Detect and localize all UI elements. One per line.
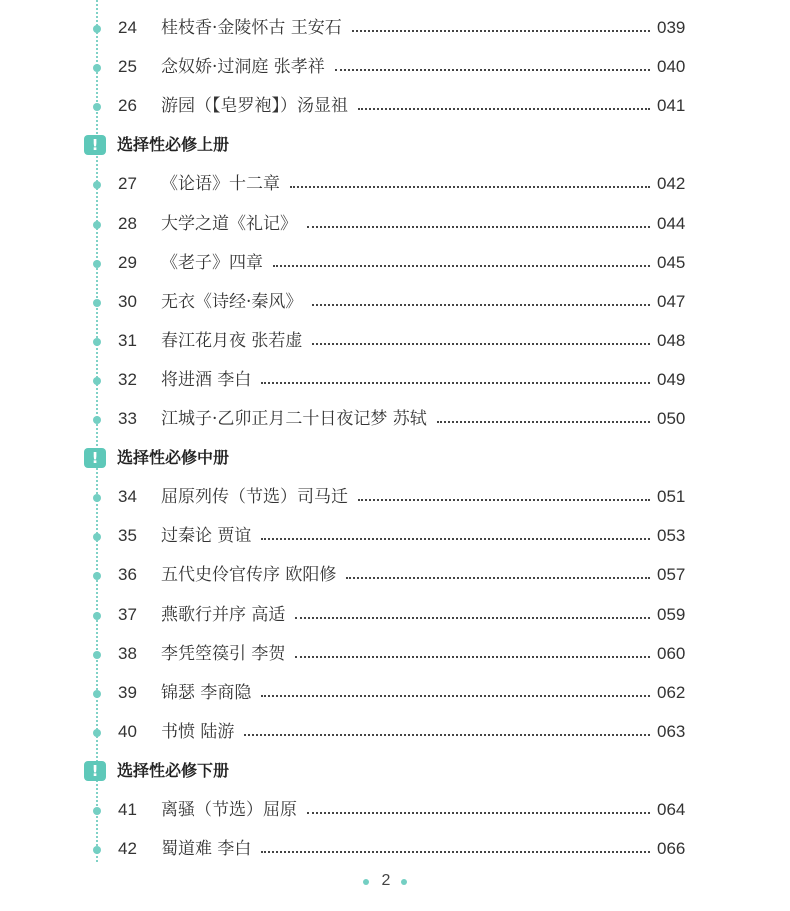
bullet-dot-icon: [93, 494, 101, 502]
entry-page-number: 060: [657, 643, 686, 663]
entry-number: 39: [118, 682, 137, 702]
section-title: 选择性必修中册: [117, 448, 230, 468]
entry-title: 将进酒 李白: [161, 369, 252, 390]
entry-title: 锦瑟 李商隐: [161, 682, 252, 703]
entry-number: 38: [118, 643, 137, 663]
dot-leader: [261, 382, 650, 384]
footer-dot-icon: [401, 879, 407, 885]
entry-number: 27: [118, 174, 137, 194]
dot-leader: [437, 421, 650, 423]
toc-entry[interactable]: [0, 166, 790, 202]
entry-number: 25: [118, 57, 137, 77]
entry-number: 32: [118, 369, 137, 389]
dot-leader: [295, 656, 650, 658]
dot-leader: [352, 30, 650, 32]
bullet-dot-icon: [93, 299, 101, 307]
dot-leader: [307, 812, 650, 814]
toc-entry[interactable]: [0, 479, 790, 515]
section-header: [0, 755, 790, 787]
entry-title: 屈原列传（节选）司马迁: [161, 487, 348, 508]
entry-title: 离骚（节选）屈原: [161, 800, 297, 820]
entry-title: 江城子·乙卯正月二十日夜记梦 苏轼: [161, 409, 427, 429]
entry-number: 30: [118, 291, 137, 311]
bullet-dot-icon: [93, 729, 101, 737]
entry-title: 书愤 陆游: [161, 721, 235, 742]
dot-leader: [346, 577, 650, 579]
footer-dot-icon: [363, 879, 369, 885]
dot-leader: [261, 538, 650, 540]
bullet-dot-icon: [93, 338, 101, 346]
bullet-dot-icon: [93, 572, 101, 580]
entry-title: 大学之道《礼记》: [161, 213, 297, 234]
bullet-dot-icon: [93, 64, 101, 72]
exclamation-icon: !: [84, 135, 106, 155]
entry-number: 26: [118, 96, 137, 116]
toc-entry[interactable]: [0, 88, 790, 124]
entry-page-number: 051: [657, 487, 686, 507]
dot-leader: [261, 851, 650, 853]
dot-leader: [307, 226, 650, 228]
entry-page-number: 048: [657, 330, 686, 350]
entry-page-number: 041: [657, 96, 686, 116]
entry-title: 游园（【皂罗袍】）汤显祖: [161, 96, 348, 117]
bullet-dot-icon: [93, 807, 101, 815]
toc-entry[interactable]: [0, 362, 790, 398]
toc-entry[interactable]: [0, 636, 790, 672]
entry-number: 24: [118, 18, 137, 37]
bullet-dot-icon: [93, 25, 101, 33]
toc-entry[interactable]: [0, 597, 790, 633]
entry-number: 33: [118, 409, 137, 428]
dot-leader: [335, 69, 650, 71]
dot-leader: [312, 304, 650, 306]
page-footer: [0, 866, 790, 896]
page-number: 2: [381, 872, 391, 889]
toc-entry[interactable]: [0, 206, 790, 242]
dot-leader: [273, 265, 650, 267]
toc-entry[interactable]: [0, 49, 790, 85]
entry-page-number: 066: [657, 839, 686, 859]
bullet-dot-icon: [93, 377, 101, 385]
entry-number: 35: [118, 526, 137, 546]
entry-page-number: 047: [657, 291, 686, 311]
entry-title: 《论语》十二章: [161, 174, 280, 195]
entry-number: 37: [118, 604, 137, 624]
entry-page-number: 059: [657, 604, 686, 624]
entry-title: 春江花月夜 张若虚: [161, 330, 303, 351]
toc-entry[interactable]: [0, 518, 790, 554]
toc-entry[interactable]: [0, 401, 790, 437]
dot-leader: [261, 695, 650, 697]
entry-title: 《老子》四章: [161, 252, 263, 273]
entry-page-number: 040: [657, 57, 686, 77]
dot-leader: [358, 108, 650, 110]
entry-page-number: 042: [657, 174, 686, 194]
entry-page-number: 053: [657, 526, 686, 546]
entry-title: 桂枝香·金陵怀古 王安石: [161, 18, 342, 38]
bullet-dot-icon: [93, 260, 101, 268]
bullet-dot-icon: [93, 651, 101, 659]
bullet-dot-icon: [93, 221, 101, 229]
entry-number: 34: [118, 487, 137, 507]
entry-page-number: 063: [657, 721, 686, 741]
entry-title: 李凭箜篌引 李贺: [161, 643, 286, 664]
entry-title: 念奴娇·过洞庭 张孝祥: [161, 57, 325, 78]
entry-page-number: 057: [657, 565, 686, 585]
entry-page-number: 062: [657, 682, 686, 702]
bullet-dot-icon: [93, 416, 101, 424]
section-header: [0, 129, 790, 161]
section-title: 选择性必修上册: [117, 135, 230, 155]
toc-entry[interactable]: [0, 831, 790, 867]
toc-entry[interactable]: [0, 284, 790, 320]
entry-page-number: 044: [657, 213, 686, 233]
toc-entry[interactable]: [0, 245, 790, 281]
dot-leader: [312, 343, 650, 345]
entry-number: 31: [118, 330, 137, 350]
dot-leader: [295, 617, 650, 619]
entry-number: 41: [118, 800, 137, 819]
entry-title: 五代史伶官传序 欧阳修: [161, 565, 337, 586]
toc-entry[interactable]: [0, 792, 790, 828]
entry-title: 无衣《诗经·秦风》: [161, 291, 303, 312]
entry-page-number: 039: [657, 18, 686, 37]
dot-leader: [358, 499, 650, 501]
entry-number: 40: [118, 721, 137, 741]
entry-page-number: 064: [657, 800, 686, 819]
bullet-dot-icon: [93, 612, 101, 620]
dot-leader: [290, 186, 650, 188]
section-header: [0, 442, 790, 474]
toc-entry[interactable]: [0, 323, 790, 359]
bullet-dot-icon: [93, 690, 101, 698]
bullet-dot-icon: [93, 846, 101, 854]
entry-page-number: 050: [657, 409, 686, 428]
toc-entry[interactable]: [0, 10, 790, 46]
entry-number: 36: [118, 565, 137, 585]
entry-number: 42: [118, 839, 137, 859]
section-title: 选择性必修下册: [117, 760, 230, 780]
entry-title: 过秦论 贾谊: [161, 526, 252, 547]
entry-page-number: 049: [657, 369, 686, 389]
toc-entry[interactable]: [0, 675, 790, 711]
toc-entry[interactable]: [0, 714, 790, 750]
bullet-dot-icon: [93, 181, 101, 189]
dot-leader: [244, 734, 650, 736]
entry-number: 28: [118, 213, 137, 233]
bullet-dot-icon: [93, 103, 101, 111]
entry-title: 燕歌行并序 高适: [161, 604, 286, 625]
toc-entry[interactable]: [0, 557, 790, 593]
bullet-dot-icon: [93, 533, 101, 541]
entry-number: 29: [118, 252, 137, 272]
entry-page-number: 045: [657, 252, 686, 272]
entry-title: 蜀道难 李白: [161, 839, 252, 860]
exclamation-icon: !: [84, 448, 106, 468]
exclamation-icon: !: [84, 761, 106, 781]
